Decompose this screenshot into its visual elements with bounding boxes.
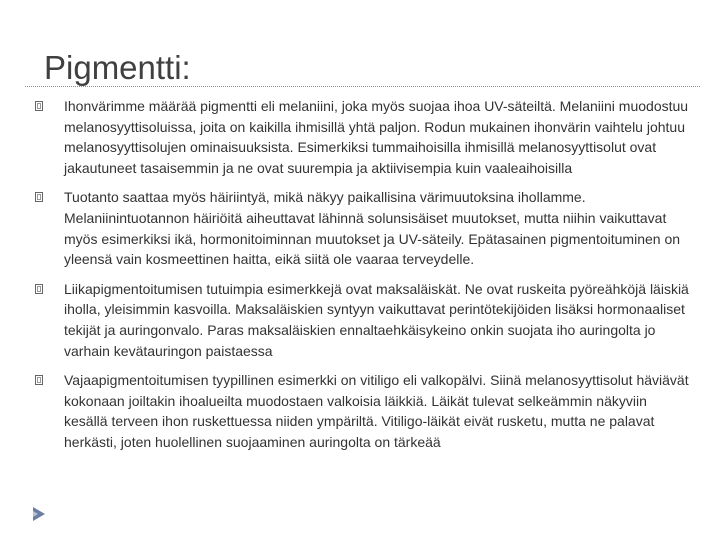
play-arrow-icon[interactable] — [33, 507, 45, 521]
bullet-text: Ihonvärimme määrää pigmentti eli melaniini, joka myös suojaa ihoa UV-säteiltä. Melaniini muodostuu melanosyyttisoluissa, joita on kaikilla ihmisillä yhtä paljon. Rodun mukainen ihonvärin vaihtelu johtuu melanosyyttisolujen ominaisuuksista. Esimerkiksi tummaihoisilla ihmisillä melanosyyttisolut ovat jakautuneet tasaisemmin ja ne ovat suurempia ja aktiivisempia kuin vaaleaihoisilla — [64, 98, 689, 176]
square-bullet-icon — [35, 101, 43, 111]
slide-title: Pigmentti: — [44, 49, 191, 86]
square-bullet-icon — [35, 375, 43, 385]
bullet-item — [35, 187, 690, 269]
title-divider — [25, 86, 700, 87]
bullet-item — [35, 96, 690, 178]
bullet-list — [35, 96, 690, 462]
bullet-item — [35, 370, 690, 452]
square-bullet-icon — [35, 192, 43, 202]
bullet-text: Tuotanto saattaa myös häiriintyä, mikä näkyy paikallisina värimuutoksina ihollamme. Melaniinintuotannon häiriöitä aiheuttavat lähinnä solunsisäiset muutokset, mutta niihin vaikuttavat myös esimerkiksi ikä, hormonitoiminnan muutokset ja UV-säteily. Epätasainen pigmentoituminen on yleensä vain kosmeettinen haitta, eikä siitä ole vaaraa terveydelle. — [64, 189, 681, 268]
bullet-text: Vajaapigmentoitumisen tyypillinen esimerkki on vitiligo eli valkopälvi. Siinä melanosyyttisolut häviävät kokonaan joiltakin ihoalueilta muodostaen valkoisia läikkiä. Läikät tulevat selkeämmin näkyviin kesällä terveen ihon ruskettuessa niiden ympäriltä. Vitiligo-läikät eivät rusketu, mutta ne palavat herkästi, joten huolellinen suojaaminen auringolta on tärkeää — [64, 372, 689, 450]
bullet-item — [35, 279, 690, 361]
square-bullet-icon — [35, 284, 43, 294]
bullet-text: Liikapigmentoitumisen tutuimpia esimerkkejä ovat maksaläiskät. Ne ovat ruskeita pyöreähköjä läiskiä iholla, yleisimmin kasvoilla. Maksaläiskien syntyyn vaikuttavat perintötekijöiden lisäksi hormonaaliset tekijät ja auringonvalo. Paras maksaläiskien ennaltaehkäisykeino onkin suojata iho auringolta jo varhain kevätauringon paistaessa — [64, 280, 689, 359]
